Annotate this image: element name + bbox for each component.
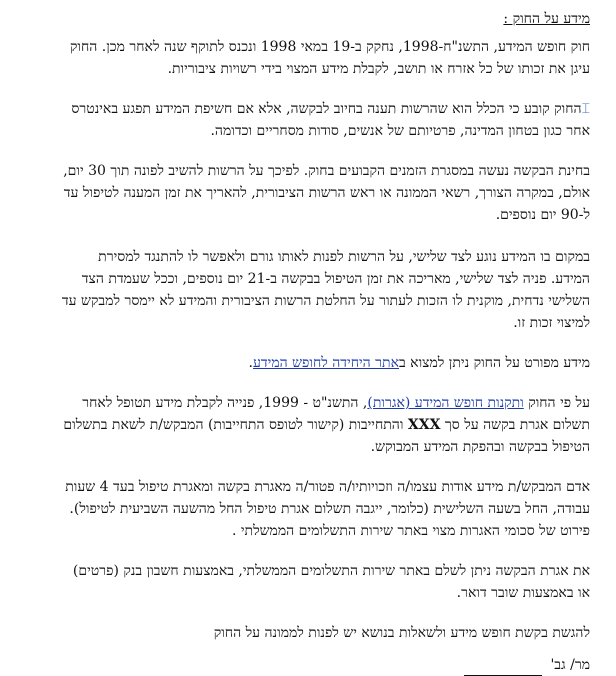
fee-amount: XXX [407, 417, 441, 433]
paragraph-payment: את אגרת הבקשה ניתן לשלם באתר שירות התשלומים הממשלתי, באמצעות חשבון בנק (פרטים) או באמצעות שובר דואר. [72, 563, 590, 601]
signature-row [60, 654, 590, 676]
paragraph-fees [60, 392, 590, 458]
text-cursor-icon: ⌶ [581, 101, 590, 117]
fee-regulations-link[interactable]: ותקנות חופש המידע (אגרות) [367, 395, 524, 411]
fees-text-1: על פי החוק [523, 395, 590, 411]
fees-text-2: , התשנ"ט - 1999, פנייה לקבלת מידע תטופל לאחר תשלום אגרת בקשה על סך [82, 395, 590, 433]
more-info-end: . [248, 355, 253, 371]
signature-label: מר/ גב' [550, 657, 590, 673]
paragraph-exemption: אדם המבקש/ת מידע אודות עצמו/ה וזכויותיו/ה פטור/ה מאגרת בקשה ומאגרת טיפול בעד 4 שעות עבודה, החל בשעה השלישית (כלומר, ייגבה תשלום אגרת טיפול החל מהשעה השביעית לטיפול). פירוט של סכומי האגרות מצוי באתר שירות התשלומים הממשלתי . [65, 479, 590, 539]
paragraph-deadlines: בחינת הבקשה נעשה במסגרת הזמנים הקבועים בחוק. לפיכך על הרשות להשיב לפונה תוך 30 יום, אולם, במקרה הצורך, רשאי הממונה או ראש הרשות הציבורית, להאריך את זמן המענה לטיפול עד ל-90 יום נוספים. [63, 163, 590, 223]
signature-blank-line [464, 661, 542, 676]
paragraph-third-party: במקום בו המידע נוגע לצד שלישי, על הרשות לפנות לאותו גורם ולאפשר לו להתנגד למסירת המידע. פניה לצד שלישי, מאריכה את זמן הטיפול בבקשה ב-21 יום נוספים, וככל שעמדת הצד השלישי נדחית, מוקנית לו הזכות לעתור על החלטת הרשות הציבורית והמידע לא יימסר למבקש עד למיצוי זכות זו. [61, 249, 590, 331]
freedom-of-info-unit-link[interactable]: אתר היחידה לחופש המידע [253, 355, 399, 371]
paragraph-contact: להגשת בקשת חופש מידע ולשאלות בנושא יש לפנות לממונה על החוק [213, 625, 590, 641]
paragraph-law-intro: חוק חופש המידע, התשנ"ח-1998, נחקק ב-19 במאי 1998 ונכנס לתוקף שנה לאחר מכן. החוק עיגן את זכותו של כל אזרח או תושב, לקבלת מידע המצוי בידי רשויות ציבוריות. [69, 39, 590, 77]
more-info-text: מידע מפורט על החוק ניתן למצוא ב [398, 355, 590, 371]
section-title: מידע על החוק : [503, 11, 590, 27]
paragraph-more-info [60, 352, 590, 374]
document-page [60, 8, 590, 676]
fees-text-3: והתחייבות (קישור לטופס התחייבות) המבקש/ת לשאת בתשלום הטיפול בבקשה ובהפקת המידע המבוקש. [63, 417, 590, 455]
paragraph-law-rule-text: החוק קובע כי הכלל הוא שהרשות תענה בחיוב לבקשה, אלא אם חשיפת המידע תפגע באינטרס אחר כגון בטחון המדינה, פרטיותם של אנשים, סודות מסחריים וכדומה. [71, 101, 590, 139]
paragraph-law-rule [60, 98, 590, 142]
